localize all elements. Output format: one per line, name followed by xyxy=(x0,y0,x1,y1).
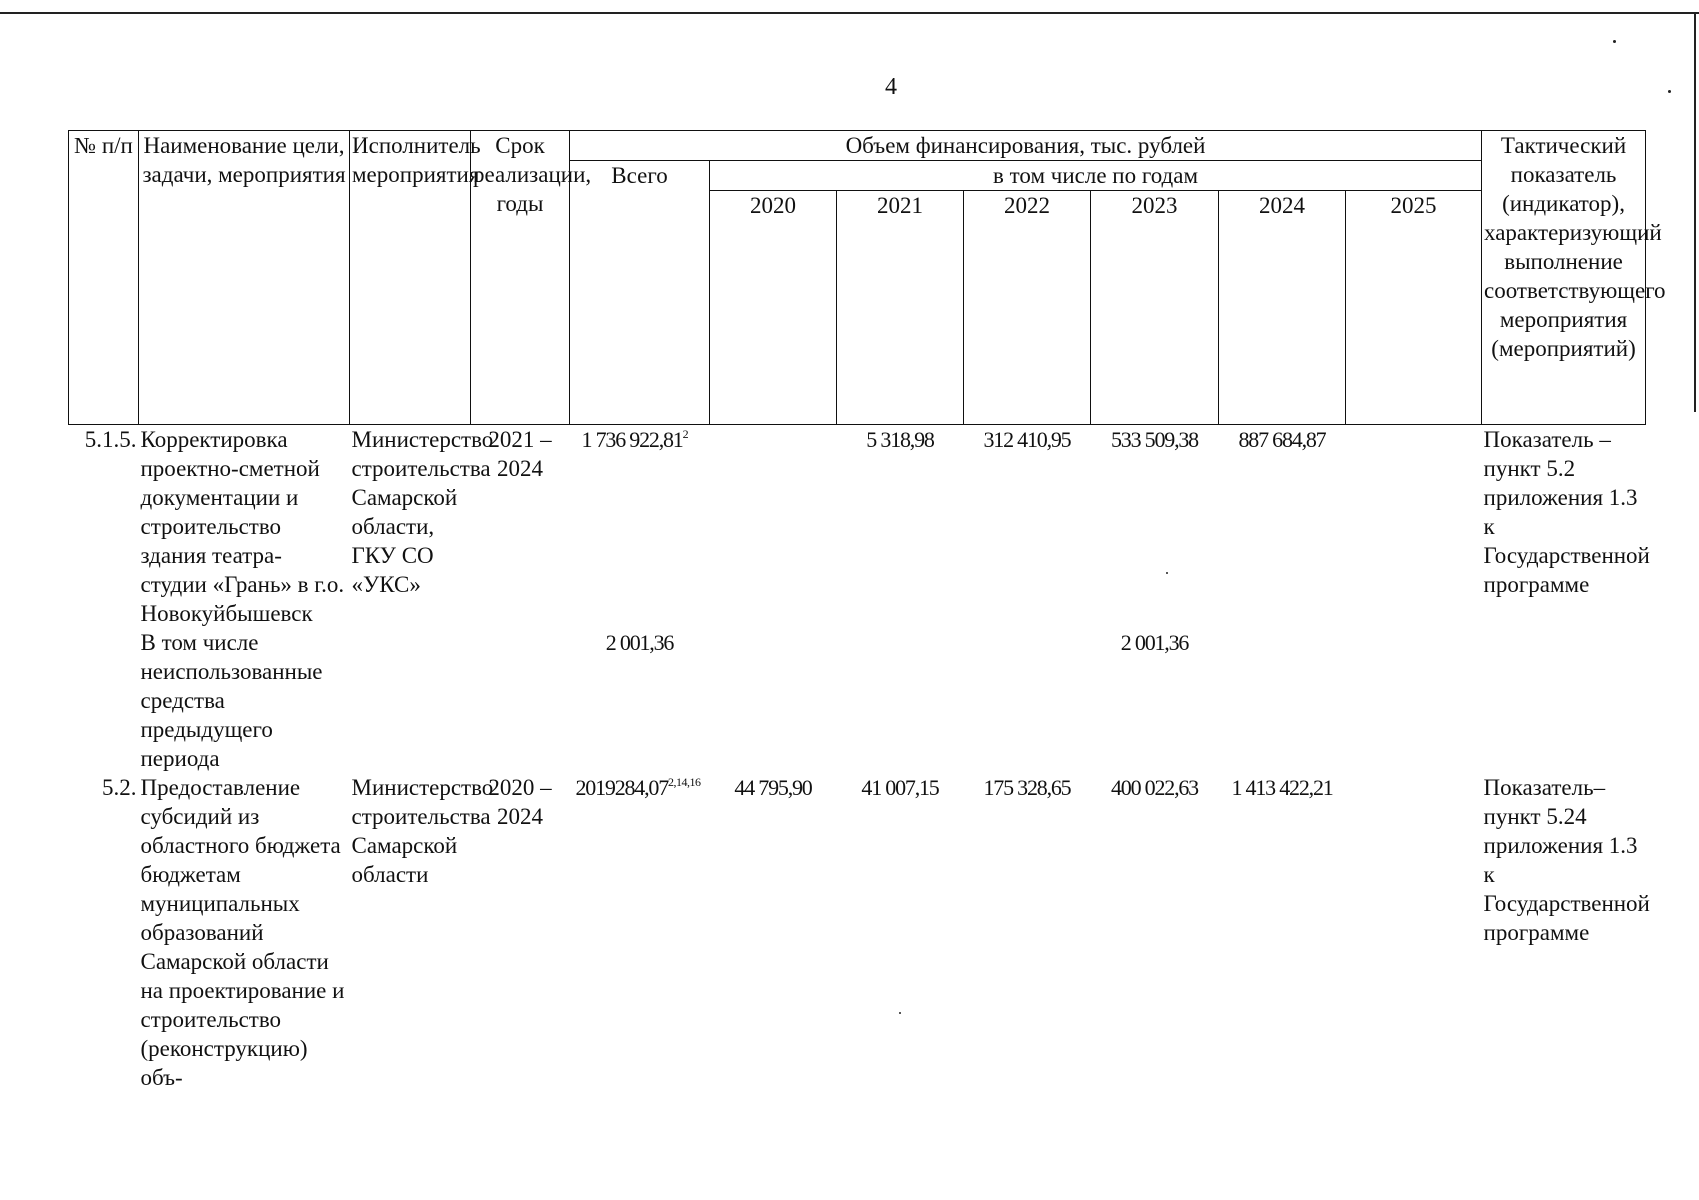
row-2023: 400 022,63 xyxy=(1110,775,1198,800)
row-num xyxy=(69,628,139,773)
header-year: 2025 xyxy=(1346,191,1482,425)
row-2021: 41 007,15 xyxy=(861,775,939,800)
row-2021: 5 318,98 xyxy=(866,427,934,452)
table-row xyxy=(69,773,1646,1092)
row-term: 2021 – 2024 xyxy=(488,427,552,481)
header-funding: Объем финансирования, тыс. рублей xyxy=(570,131,1482,161)
row-name: Предоставление субсидий из областного бюджета бюджетам муниципальных образований Самарской области на проектирование и строительство (реконструкцию) объ- xyxy=(140,775,345,1090)
header-term: Срок реализации, годы xyxy=(471,131,570,425)
row-total xyxy=(570,425,710,629)
row-term xyxy=(471,628,570,773)
row-indicator: Показатель– пункт 5.24 приложения 1.3 к Государственной программе xyxy=(1483,775,1650,945)
row-indicator: Показатель – пункт 5.2 приложения 1.3 к Государственной программе xyxy=(1483,427,1650,597)
header-by-years: в том числе по годам xyxy=(710,161,1482,191)
row-2020 xyxy=(710,628,837,773)
total-value: 2019284,07 xyxy=(575,775,669,800)
header-executor: Исполнитель мероприятия xyxy=(350,131,471,425)
header-num: № п/п xyxy=(69,131,139,425)
row-name: Корректировка проектно-сметной документации и строительство здания театра-студии «Грань» в г.о. Новокуйбышевск xyxy=(140,427,345,626)
row-executor: Министерство строительства Самарской области, ГКУ СО «УКС» xyxy=(351,427,494,597)
row-2025 xyxy=(1346,628,1482,773)
row-2022: 312 410,95 xyxy=(983,427,1071,452)
row-2020 xyxy=(710,425,837,629)
row-term: 2020 – 2024 xyxy=(488,775,552,829)
row-total xyxy=(570,773,710,1092)
header-year: 2023 xyxy=(1091,191,1219,425)
row-2025 xyxy=(1346,425,1482,629)
row-2023: 533 509,38 xyxy=(1110,427,1198,452)
page-right-rule xyxy=(1694,12,1696,412)
header-total: Всего xyxy=(570,161,710,425)
row-2021 xyxy=(837,628,964,773)
header-year: 2024 xyxy=(1219,191,1346,425)
table-body xyxy=(69,425,1650,1093)
total-value: 2 001,36 xyxy=(605,630,674,655)
row-executor: Министерство строительства Самарской области xyxy=(351,775,494,887)
header-indicator: Тактический показатель (индикатор), характеризующий выполнение соответствующего мероприятия (мероприятий) xyxy=(1482,131,1646,425)
header-year: 2021 xyxy=(837,191,964,425)
row-2022: 175 328,65 xyxy=(983,775,1071,800)
funding-table xyxy=(68,130,1666,1092)
row-2024: 887 684,87 xyxy=(1238,427,1326,452)
row-num: 5.1.5. xyxy=(84,427,137,452)
row-2024 xyxy=(1219,628,1346,773)
row-2020: 44 795,90 xyxy=(734,775,812,800)
scan-speck xyxy=(1613,40,1616,43)
header-year: 2020 xyxy=(710,191,837,425)
header-name: Наименование цели, задачи, мероприятия xyxy=(139,131,350,425)
total-value: 1 736 922,81 xyxy=(581,427,683,452)
page-number: 4 xyxy=(885,74,897,100)
row-indicator xyxy=(1482,628,1646,773)
row-total xyxy=(570,628,710,773)
row-executor xyxy=(350,628,471,773)
footnote-mark: 2 xyxy=(682,427,689,441)
table-row xyxy=(69,628,1646,773)
row-2025 xyxy=(1346,773,1482,1092)
row-name: В том числе неиспользованные средства предыдущего периода xyxy=(140,630,323,771)
row-2022 xyxy=(964,628,1091,773)
footnote-mark: 2,14,16 xyxy=(668,775,701,789)
page-top-rule xyxy=(0,12,1699,14)
header-year: 2022 xyxy=(964,191,1091,425)
row-2023: 2 001,36 xyxy=(1120,630,1189,655)
table-row xyxy=(69,425,1646,629)
table-header xyxy=(69,131,1666,425)
row-2024: 1 413 422,21 xyxy=(1231,775,1333,800)
row-num: 5.2. xyxy=(102,775,137,800)
